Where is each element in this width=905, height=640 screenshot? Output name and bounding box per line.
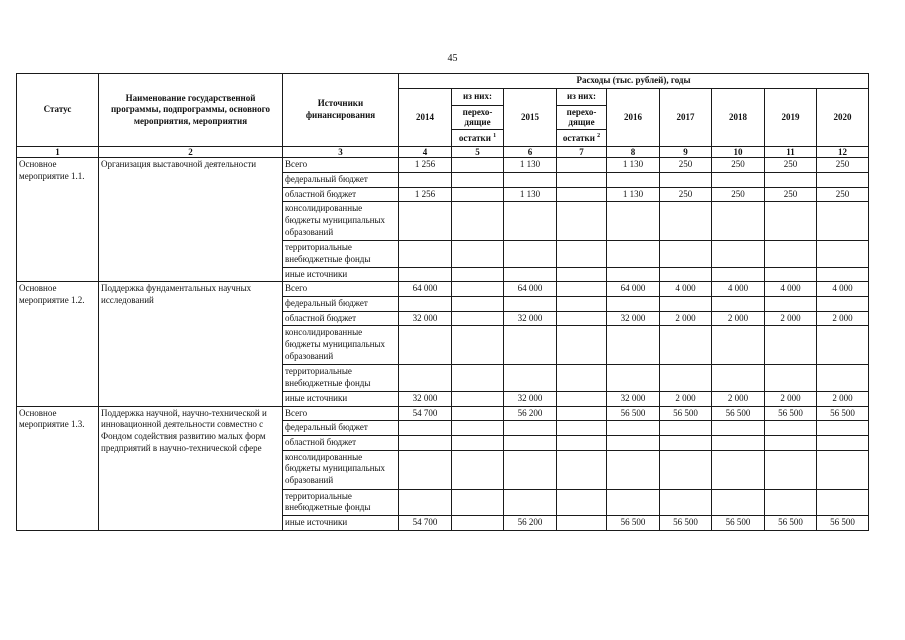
amount-cell: 64 000 bbox=[607, 282, 660, 297]
amount-cell: 32 000 bbox=[399, 311, 452, 326]
amount-cell bbox=[399, 267, 452, 282]
amount-cell bbox=[452, 435, 504, 450]
amount-cell bbox=[399, 241, 452, 267]
amount-cell bbox=[660, 435, 712, 450]
amount-cell bbox=[452, 450, 504, 489]
amount-cell bbox=[557, 326, 607, 365]
funding-source-cell: территориальные внебюджетные фонды bbox=[283, 365, 399, 391]
amount-cell: 56 200 bbox=[504, 406, 557, 421]
funding-source-cell: Всего bbox=[283, 406, 399, 421]
amount-cell: 2 000 bbox=[817, 311, 869, 326]
amount-cell bbox=[557, 421, 607, 436]
amount-cell: 4 000 bbox=[712, 282, 765, 297]
amount-cell: 2 000 bbox=[765, 391, 817, 406]
amount-cell bbox=[557, 202, 607, 241]
amount-cell bbox=[660, 202, 712, 241]
amount-cell bbox=[817, 421, 869, 436]
amount-cell bbox=[504, 172, 557, 187]
funding-source-cell: Всего bbox=[283, 282, 399, 297]
amount-cell bbox=[557, 241, 607, 267]
header-year-2019: 2019 bbox=[765, 88, 817, 147]
remainder-label: остатки bbox=[562, 132, 595, 143]
amount-cell bbox=[660, 326, 712, 365]
header-year-2016: 2016 bbox=[607, 88, 660, 147]
amount-cell: 56 500 bbox=[817, 406, 869, 421]
amount-cell: 64 000 bbox=[504, 282, 557, 297]
amount-cell: 56 500 bbox=[607, 515, 660, 530]
amount-cell bbox=[765, 326, 817, 365]
amount-cell bbox=[557, 187, 607, 202]
amount-cell bbox=[607, 365, 660, 391]
amount-cell bbox=[452, 158, 504, 173]
amount-cell bbox=[504, 202, 557, 241]
column-number: 3 bbox=[283, 147, 399, 158]
amount-cell bbox=[660, 297, 712, 312]
footnote-mark: 2 bbox=[597, 132, 601, 139]
page-number: 45 bbox=[447, 53, 458, 64]
status-cell: Основное мероприятие 1.2. bbox=[17, 282, 99, 406]
table-row bbox=[17, 406, 869, 421]
funding-source-cell: консолидированные бюджеты муниципальных образований bbox=[283, 326, 399, 365]
amount-cell bbox=[557, 435, 607, 450]
amount-cell bbox=[557, 515, 607, 530]
amount-cell bbox=[765, 435, 817, 450]
remainder-label: остатки bbox=[458, 132, 491, 143]
amount-cell bbox=[817, 267, 869, 282]
amount-cell bbox=[452, 172, 504, 187]
amount-cell: 2 000 bbox=[765, 311, 817, 326]
amount-cell: 250 bbox=[712, 158, 765, 173]
amount-cell bbox=[452, 406, 504, 421]
amount-cell: 54 700 bbox=[399, 406, 452, 421]
amount-cell bbox=[504, 326, 557, 365]
amount-cell bbox=[557, 391, 607, 406]
amount-cell bbox=[817, 489, 869, 515]
funding-source-cell: территориальные внебюджетные фонды bbox=[283, 489, 399, 515]
amount-cell bbox=[660, 267, 712, 282]
funding-source-cell: иные источники bbox=[283, 267, 399, 282]
amount-cell bbox=[452, 241, 504, 267]
activity-name-cell: Поддержка фундаментальных научных исследований bbox=[99, 282, 283, 406]
amount-cell bbox=[557, 282, 607, 297]
amount-cell bbox=[817, 365, 869, 391]
amount-cell bbox=[817, 326, 869, 365]
funding-source-cell: иные источники bbox=[283, 391, 399, 406]
amount-cell bbox=[452, 297, 504, 312]
amount-cell bbox=[504, 421, 557, 436]
amount-cell bbox=[452, 282, 504, 297]
column-number: 6 bbox=[504, 147, 557, 158]
amount-cell: 1 130 bbox=[504, 187, 557, 202]
amount-cell bbox=[399, 489, 452, 515]
amount-cell bbox=[712, 202, 765, 241]
amount-cell bbox=[607, 489, 660, 515]
amount-cell bbox=[557, 311, 607, 326]
amount-cell bbox=[765, 365, 817, 391]
amount-cell bbox=[399, 297, 452, 312]
amount-cell bbox=[399, 202, 452, 241]
amount-cell: 32 000 bbox=[607, 311, 660, 326]
activity-name-cell: Организация выставочной деятельности bbox=[99, 158, 283, 282]
amount-cell bbox=[399, 172, 452, 187]
amount-cell: 32 000 bbox=[504, 391, 557, 406]
amount-cell bbox=[817, 450, 869, 489]
amount-cell bbox=[712, 421, 765, 436]
amount-cell: 250 bbox=[660, 158, 712, 173]
amount-cell bbox=[504, 435, 557, 450]
amount-cell bbox=[607, 326, 660, 365]
amount-cell bbox=[712, 241, 765, 267]
funding-source-cell: Всего bbox=[283, 158, 399, 173]
amount-cell: 32 000 bbox=[504, 311, 557, 326]
footnote-mark: 1 bbox=[493, 132, 497, 139]
amount-cell bbox=[452, 311, 504, 326]
amount-cell bbox=[765, 450, 817, 489]
amount-cell bbox=[557, 158, 607, 173]
amount-cell bbox=[765, 241, 817, 267]
funding-source-cell: областной бюджет bbox=[283, 187, 399, 202]
funding-source-cell: областной бюджет bbox=[283, 435, 399, 450]
amount-cell bbox=[712, 435, 765, 450]
amount-cell bbox=[765, 172, 817, 187]
header-year-2017: 2017 bbox=[660, 88, 712, 147]
header-carryover-2: перехо-дящие bbox=[557, 105, 607, 130]
column-number: 4 bbox=[399, 147, 452, 158]
funding-source-cell: федеральный бюджет bbox=[283, 172, 399, 187]
amount-cell bbox=[712, 365, 765, 391]
amount-cell: 1 130 bbox=[607, 158, 660, 173]
amount-cell: 1 130 bbox=[607, 187, 660, 202]
amount-cell bbox=[504, 241, 557, 267]
amount-cell: 4 000 bbox=[817, 282, 869, 297]
header-carryover-1: перехо-дящие bbox=[452, 105, 504, 130]
amount-cell bbox=[452, 391, 504, 406]
amount-cell bbox=[660, 365, 712, 391]
amount-cell bbox=[452, 421, 504, 436]
amount-cell bbox=[712, 450, 765, 489]
amount-cell bbox=[399, 365, 452, 391]
amount-cell bbox=[765, 297, 817, 312]
amount-cell bbox=[607, 267, 660, 282]
amount-cell bbox=[557, 450, 607, 489]
amount-cell bbox=[607, 241, 660, 267]
activity-name-cell: Поддержка научной, научно-технической и инновационной деятельности совместно с Фондом содействия развитию малых форм предприятий в научно-технической сфере bbox=[99, 406, 283, 530]
amount-cell bbox=[452, 489, 504, 515]
amount-cell bbox=[765, 267, 817, 282]
funding-source-cell: федеральный бюджет bbox=[283, 421, 399, 436]
amount-cell: 2 000 bbox=[712, 391, 765, 406]
amount-cell: 4 000 bbox=[660, 282, 712, 297]
amount-cell bbox=[504, 297, 557, 312]
amount-cell: 56 200 bbox=[504, 515, 557, 530]
amount-cell bbox=[660, 172, 712, 187]
amount-cell: 56 500 bbox=[660, 515, 712, 530]
amount-cell: 56 500 bbox=[712, 515, 765, 530]
amount-cell bbox=[712, 172, 765, 187]
header-remainder-1 bbox=[452, 130, 504, 147]
amount-cell: 56 500 bbox=[712, 406, 765, 421]
amount-cell bbox=[452, 187, 504, 202]
amount-cell bbox=[817, 435, 869, 450]
column-number: 8 bbox=[607, 147, 660, 158]
amount-cell: 250 bbox=[660, 187, 712, 202]
amount-cell bbox=[504, 489, 557, 515]
amount-cell bbox=[504, 365, 557, 391]
column-number: 12 bbox=[817, 147, 869, 158]
amount-cell bbox=[399, 421, 452, 436]
amount-cell: 1 256 bbox=[399, 158, 452, 173]
column-number: 9 bbox=[660, 147, 712, 158]
amount-cell: 56 500 bbox=[765, 406, 817, 421]
header-remainder-2 bbox=[557, 130, 607, 147]
amount-cell bbox=[452, 326, 504, 365]
amount-cell bbox=[607, 421, 660, 436]
amount-cell bbox=[399, 450, 452, 489]
amount-cell: 2 000 bbox=[712, 311, 765, 326]
amount-cell: 64 000 bbox=[399, 282, 452, 297]
amount-cell: 250 bbox=[712, 187, 765, 202]
amount-cell: 56 500 bbox=[607, 406, 660, 421]
amount-cell bbox=[557, 267, 607, 282]
amount-cell bbox=[607, 297, 660, 312]
table-row bbox=[17, 158, 869, 173]
amount-cell: 4 000 bbox=[765, 282, 817, 297]
amount-cell bbox=[557, 489, 607, 515]
header-status: Статус bbox=[17, 74, 99, 147]
amount-cell bbox=[452, 267, 504, 282]
header-year-2014: 2014 bbox=[399, 88, 452, 147]
amount-cell bbox=[607, 450, 660, 489]
amount-cell bbox=[817, 172, 869, 187]
amount-cell bbox=[399, 326, 452, 365]
funding-source-cell: территориальные внебюджетные фонды bbox=[283, 241, 399, 267]
amount-cell bbox=[660, 421, 712, 436]
amount-cell bbox=[660, 241, 712, 267]
funding-source-cell: консолидированные бюджеты муниципальных образований bbox=[283, 202, 399, 241]
amount-cell bbox=[712, 267, 765, 282]
amount-cell bbox=[765, 202, 817, 241]
column-number: 1 bbox=[17, 147, 99, 158]
funding-source-cell: консолидированные бюджеты муниципальных образований bbox=[283, 450, 399, 489]
amount-cell bbox=[504, 450, 557, 489]
amount-cell bbox=[607, 202, 660, 241]
amount-cell bbox=[817, 241, 869, 267]
funding-source-cell: федеральный бюджет bbox=[283, 297, 399, 312]
amount-cell bbox=[660, 450, 712, 489]
amount-cell bbox=[452, 365, 504, 391]
amount-cell bbox=[817, 202, 869, 241]
header-year-2018: 2018 bbox=[712, 88, 765, 147]
column-number: 11 bbox=[765, 147, 817, 158]
status-cell: Основное мероприятие 1.3. bbox=[17, 406, 99, 530]
budget-table bbox=[16, 73, 869, 531]
amount-cell bbox=[452, 515, 504, 530]
column-number: 10 bbox=[712, 147, 765, 158]
table-body bbox=[17, 158, 869, 530]
amount-cell bbox=[557, 365, 607, 391]
column-number: 7 bbox=[557, 147, 607, 158]
amount-cell bbox=[712, 326, 765, 365]
header-of-which-2: из них: bbox=[557, 88, 607, 105]
amount-cell: 54 700 bbox=[399, 515, 452, 530]
amount-cell: 250 bbox=[817, 187, 869, 202]
column-number: 5 bbox=[452, 147, 504, 158]
amount-cell bbox=[607, 435, 660, 450]
amount-cell: 56 500 bbox=[660, 406, 712, 421]
amount-cell bbox=[557, 172, 607, 187]
amount-cell: 56 500 bbox=[817, 515, 869, 530]
amount-cell: 2 000 bbox=[817, 391, 869, 406]
column-number-row bbox=[17, 147, 869, 158]
amount-cell: 32 000 bbox=[399, 391, 452, 406]
amount-cell bbox=[557, 406, 607, 421]
header-year-2020: 2020 bbox=[817, 88, 869, 147]
header-year-2015: 2015 bbox=[504, 88, 557, 147]
amount-cell bbox=[817, 297, 869, 312]
amount-cell bbox=[607, 172, 660, 187]
amount-cell: 56 500 bbox=[765, 515, 817, 530]
amount-cell bbox=[660, 489, 712, 515]
table-row bbox=[17, 282, 869, 297]
amount-cell: 250 bbox=[765, 187, 817, 202]
header-spending: Расходы (тыс. рублей), годы bbox=[399, 74, 869, 89]
header-sources: Источники финансирования bbox=[283, 74, 399, 147]
amount-cell: 32 000 bbox=[607, 391, 660, 406]
status-cell: Основное мероприятие 1.1. bbox=[17, 158, 99, 282]
amount-cell bbox=[452, 202, 504, 241]
amount-cell: 1 256 bbox=[399, 187, 452, 202]
amount-cell bbox=[712, 489, 765, 515]
amount-cell: 2 000 bbox=[660, 391, 712, 406]
funding-source-cell: иные источники bbox=[283, 515, 399, 530]
column-number: 2 bbox=[99, 147, 283, 158]
amount-cell: 250 bbox=[765, 158, 817, 173]
amount-cell: 1 130 bbox=[504, 158, 557, 173]
amount-cell: 250 bbox=[817, 158, 869, 173]
amount-cell bbox=[399, 435, 452, 450]
funding-source-cell: областной бюджет bbox=[283, 311, 399, 326]
amount-cell bbox=[712, 297, 765, 312]
amount-cell bbox=[504, 267, 557, 282]
amount-cell: 2 000 bbox=[660, 311, 712, 326]
header-name: Наименование государственной программы, подпрограммы, основного мероприятия, мероприятия bbox=[99, 74, 283, 147]
header-of-which-1: из них: bbox=[452, 88, 504, 105]
amount-cell bbox=[765, 421, 817, 436]
amount-cell bbox=[557, 297, 607, 312]
amount-cell bbox=[765, 489, 817, 515]
